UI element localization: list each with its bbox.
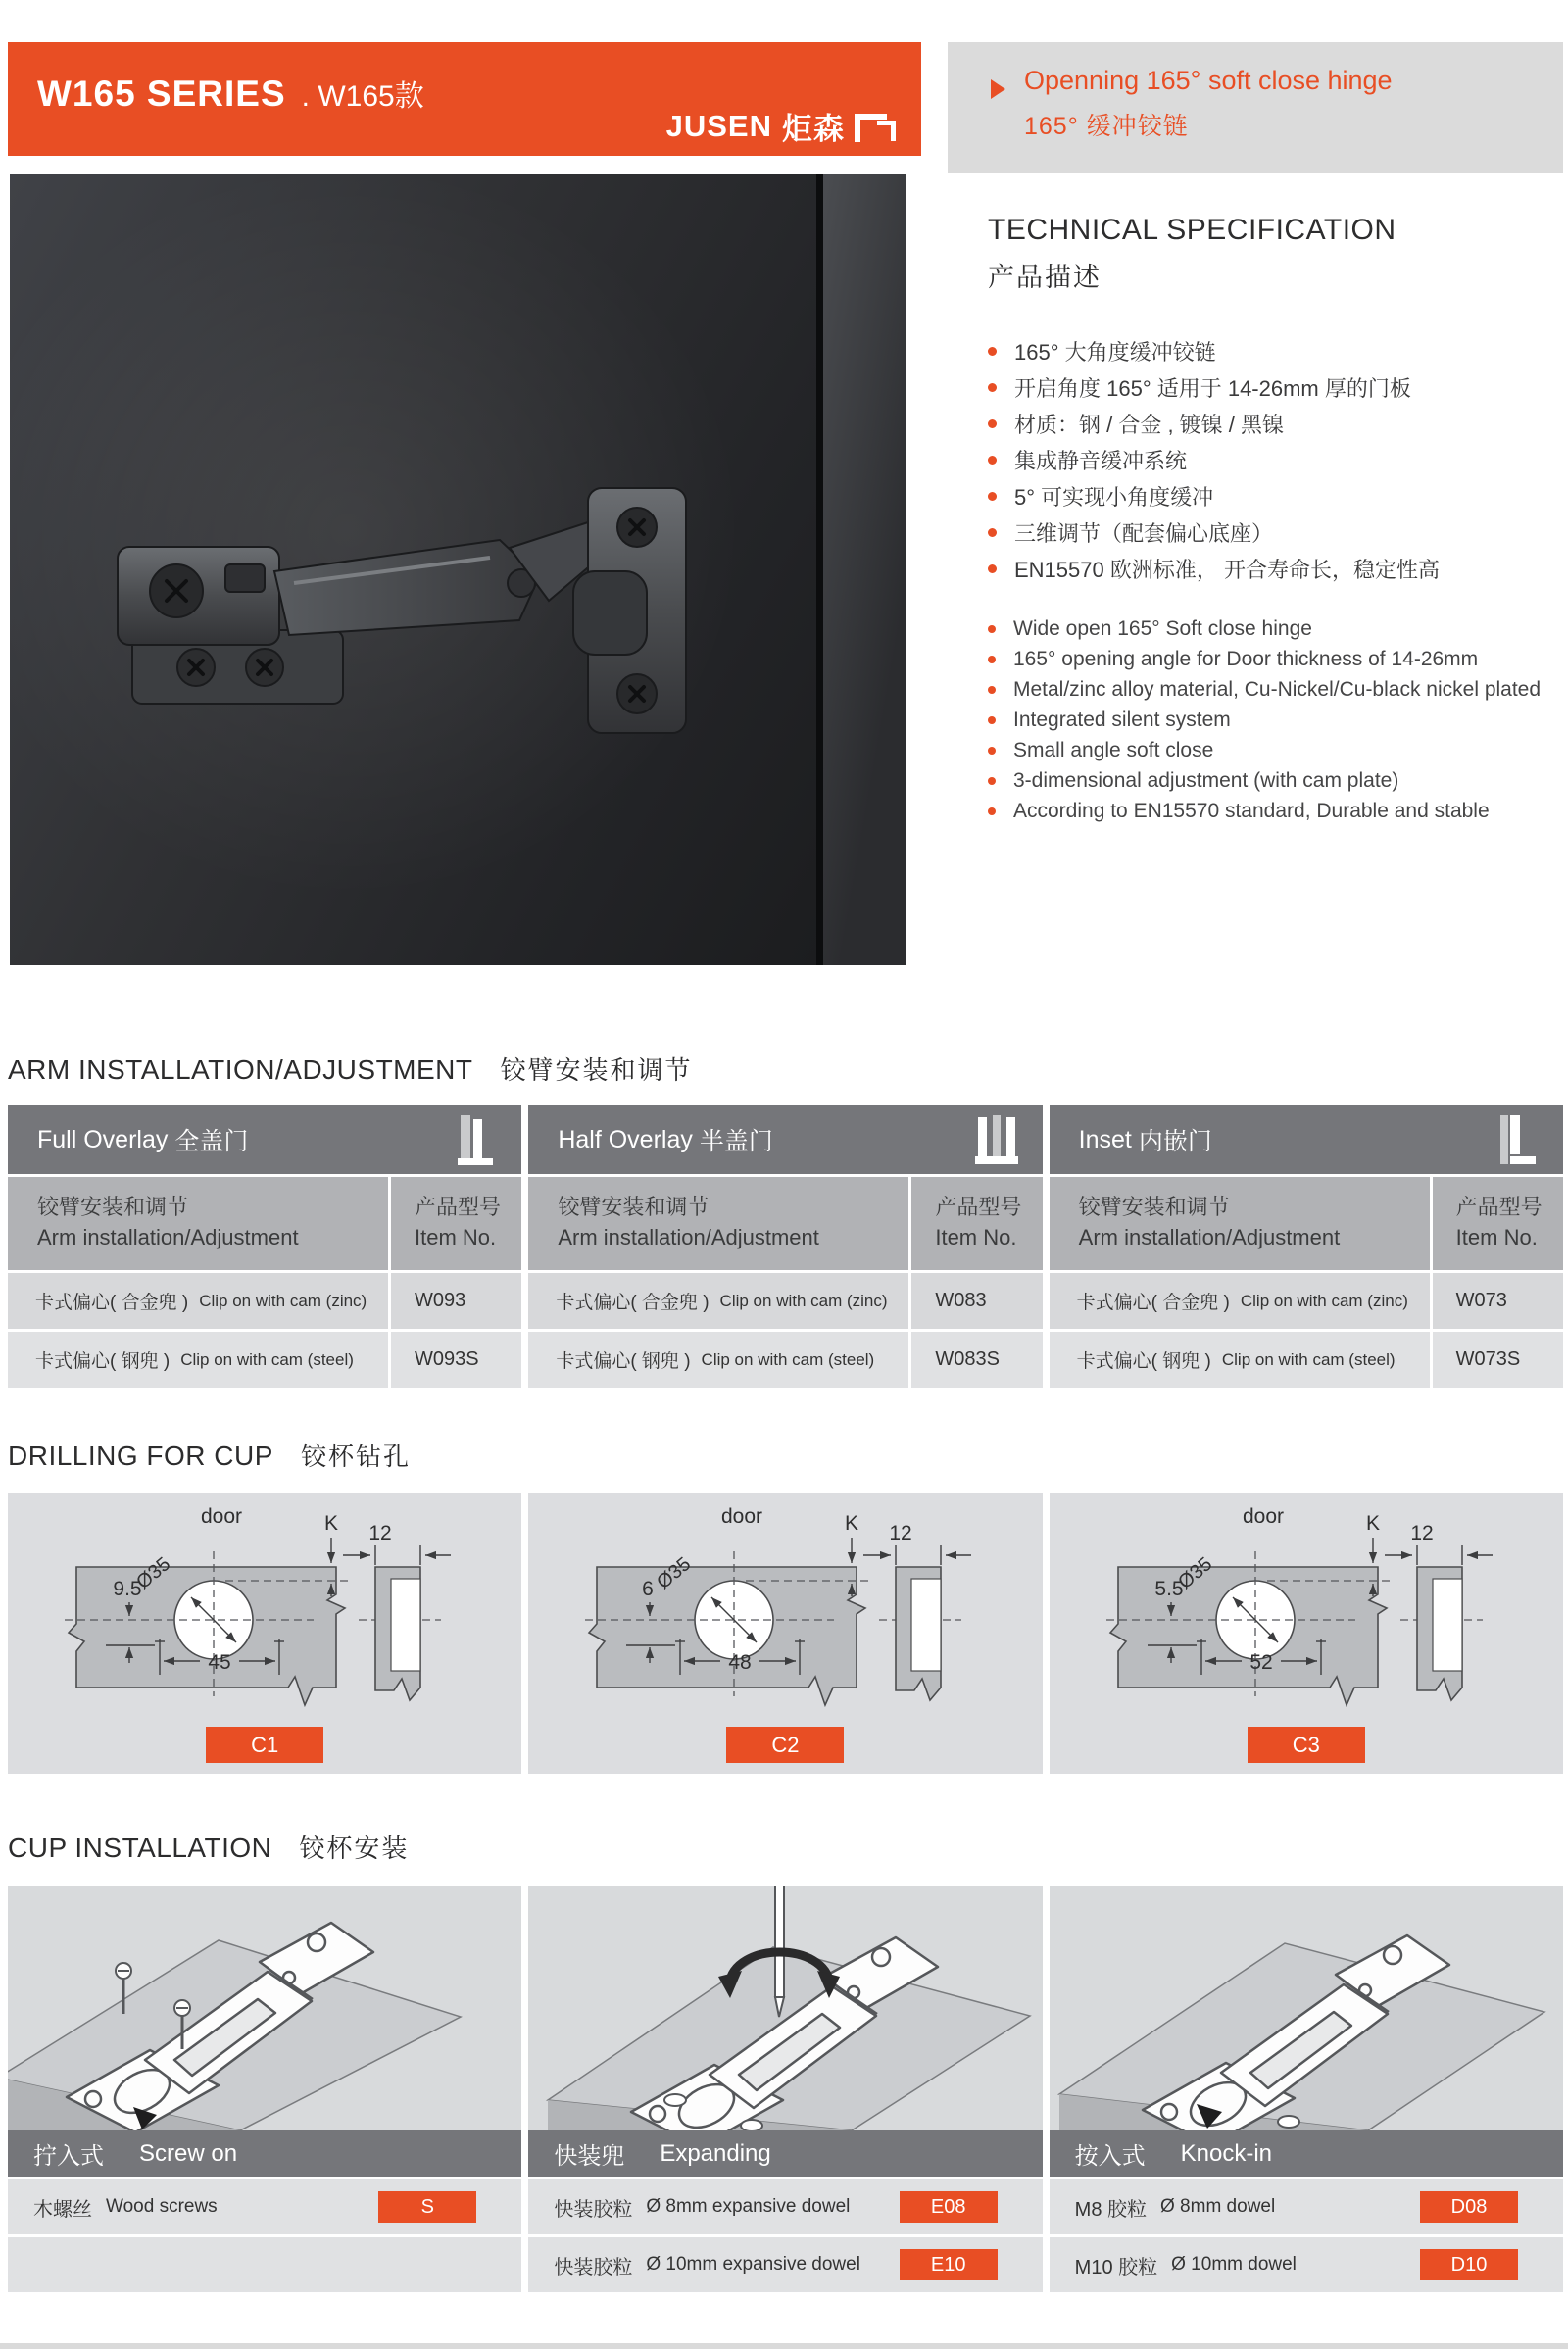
product-tagline-box [948, 42, 1563, 173]
span-dim-label: 48 [728, 1651, 753, 1674]
overlay-type-en: Full Overlay [37, 1125, 169, 1153]
cup-column-screw-on [8, 1886, 521, 2292]
k-dim-label: K [1365, 1512, 1380, 1535]
spec-bullet-text: Integrated silent system [1013, 708, 1231, 731]
product-photo [10, 174, 906, 965]
bullet-dot-icon [988, 528, 997, 537]
drilling-diagrams [8, 1493, 1563, 1774]
expanding-illustration-svg [528, 1886, 1033, 2130]
drilling-diagram-svg [528, 1493, 1033, 1737]
brand-logo [666, 104, 896, 148]
item-no: W083S [908, 1332, 1042, 1388]
arm-section-title-en: ARM INSTALLATION/ADJUSTMENT [8, 1054, 473, 1085]
spec-bullet-text: Wide open 165° Soft close hinge [1013, 616, 1312, 640]
table-row: 卡式偏心( 钢兜 ) Clip on with cam (steel) W073S [1050, 1332, 1563, 1388]
bullet-dot-icon [988, 747, 996, 755]
tagline-cn: 165° 缓冲铰链 [1024, 113, 1189, 140]
cup-column-knock-in [1050, 1886, 1563, 2292]
cup-row: 快装胶粒 Ø 10mm expansive dowel E10 [528, 2237, 1042, 2292]
inset-door-icon [1494, 1113, 1540, 1166]
bullet-dot-icon [988, 456, 997, 465]
arm-section-title [8, 1051, 693, 1087]
span-dim-label: 52 [1249, 1651, 1273, 1674]
offset-dim-label: 6 [642, 1578, 655, 1600]
cup-column-expanding [528, 1886, 1042, 2292]
photo-panel-gap [816, 174, 823, 965]
series-suffix: . W165款 [301, 80, 424, 113]
tagline-en: Openning 165° soft close hinge [1024, 66, 1393, 95]
dowel-hole [1278, 2116, 1299, 2128]
spec-bullet [988, 705, 1568, 735]
drilling-diagram-svg [8, 1493, 513, 1737]
table-row: 卡式偏心( 合金兜 ) Clip on with cam (zinc) W073 [1050, 1273, 1563, 1329]
item-no: W083 [908, 1273, 1042, 1329]
cup-method-header: 快装兜 Expanding [528, 2130, 1042, 2177]
spec-bullet [988, 406, 1568, 442]
item-code-badge: E10 [900, 2249, 998, 2280]
spec-bullet [988, 442, 1568, 478]
arm-installation-table [8, 1105, 1563, 1388]
cup-method-header: 按入式 Knock-in [1050, 2130, 1563, 2177]
k-dim-label: K [323, 1512, 339, 1535]
logo-bracket-icon [855, 112, 896, 141]
overlay-type-cn: 内嵌门 [1138, 1128, 1212, 1155]
spec-bullet [988, 765, 1568, 796]
empty-cell [8, 2237, 521, 2292]
door-label: door [1242, 1505, 1284, 1528]
spec-bullet [988, 674, 1568, 705]
item-code-badge: E08 [900, 2191, 998, 2223]
drilling-title-cn: 铰杯钻孔 [300, 1442, 411, 1471]
spec-bullet [988, 514, 1568, 551]
cup-diameter-label: Ø35 [653, 1552, 696, 1594]
page-footer-strip [0, 2343, 1568, 2349]
cup-title-cn: 铰杯安装 [299, 1834, 410, 1863]
bullet-dot-icon [988, 564, 997, 573]
depth-dim-label: 12 [368, 1522, 392, 1544]
bullet-dot-icon [988, 807, 996, 815]
spec-bullet-text: 三维调节（配套偏心底座） [1014, 521, 1274, 546]
panel-subheader: 铰臂安装和调节 Arm installation/Adjustment 产品型号 Item No. [1050, 1177, 1563, 1270]
spec-bullet-text: 集成静音缓冲系统 [1014, 449, 1188, 473]
panel-subheader: 铰臂安装和调节 Arm installation/Adjustment 产品型号 Item No. [528, 1177, 1042, 1270]
table-row: 卡式偏心( 合金兜 ) Clip on with cam (zinc) W083 [528, 1273, 1042, 1329]
spec-bullet [988, 796, 1568, 826]
bullet-dot-icon [988, 625, 996, 633]
spec-bullet [988, 333, 1568, 369]
bullet-dot-icon [988, 383, 997, 392]
spec-bullet [988, 551, 1568, 587]
bullet-dot-icon [988, 777, 996, 785]
item-no: W093 [388, 1273, 521, 1329]
hinge-photo-svg [78, 454, 715, 777]
item-code-badge: D08 [1420, 2191, 1518, 2223]
drilling-diagram-c3 [1050, 1493, 1563, 1774]
full-overlay-icon [453, 1113, 498, 1166]
spec-bullet-text: EN15570 欧洲标准， 开合寿命长，稳定性高 [1014, 558, 1440, 582]
cup-row: 快装胶粒 Ø 8mm expansive dowel E08 [528, 2179, 1042, 2234]
bullet-dot-icon [988, 347, 997, 356]
spec-bullet [988, 613, 1568, 644]
overlay-type-cn: 全盖门 [174, 1128, 249, 1155]
series-title [37, 72, 424, 115]
screw-on-illustration-svg [8, 1886, 513, 2130]
cup-installation-table [8, 1886, 1563, 2292]
subheader-left: 铰臂安装和调节 Arm installation/Adjustment [37, 1195, 299, 1249]
spec-bullet [988, 478, 1568, 514]
spec-bullet-text: 165° opening angle for Door thickness of 14-26mm [1013, 647, 1479, 670]
item-no: W073S [1430, 1332, 1563, 1388]
span-dim-label: 45 [208, 1651, 231, 1674]
spec-bullet [988, 369, 1568, 406]
cup-section-title [8, 1829, 409, 1865]
expanding-illustration [528, 1886, 1042, 2130]
spec-bullet [988, 644, 1568, 674]
drilling-section-title [8, 1437, 411, 1473]
logo-en: JUSEN [665, 108, 772, 143]
door-label: door [721, 1505, 763, 1528]
cup-method-header: 拧入式 Screw on [8, 2130, 521, 2177]
item-no: W073 [1430, 1273, 1563, 1329]
item-code-badge: S [378, 2191, 476, 2223]
tech-spec-title-cn: 产品描述 [988, 263, 1102, 292]
panel-header [528, 1105, 1042, 1174]
dowel-hole [741, 2120, 762, 2130]
overlay-panel-half [528, 1105, 1042, 1388]
diagram-badge: C2 [726, 1727, 844, 1763]
panel-header [8, 1105, 521, 1174]
depth-dim-label: 12 [1409, 1522, 1434, 1544]
drilling-diagram-c2 [528, 1493, 1042, 1774]
panel-subheader [8, 1177, 521, 1270]
spec-bullet-text: 5° 可实现小角度缓冲 [1014, 485, 1214, 510]
knock-in-illustration [1050, 1886, 1563, 2130]
spec-bullets-cn [988, 333, 1568, 587]
drilling-title-en: DRILLING FOR CUP [8, 1441, 273, 1471]
cup-row: 木螺丝 Wood screws S [8, 2179, 521, 2234]
offset-dim-label: 9.5 [113, 1578, 142, 1600]
knock-in-illustration-svg [1050, 1886, 1554, 2130]
play-arrow-icon [991, 79, 1005, 99]
overlay-type-en: Inset [1078, 1125, 1132, 1153]
technical-specification [988, 214, 1568, 822]
bullet-dot-icon [988, 716, 996, 724]
table-row: 卡式偏心( 钢兜 ) Clip on with cam (steel) W093S [8, 1332, 521, 1388]
cup-diameter-label: Ø35 [1173, 1552, 1216, 1594]
bullet-dot-icon [988, 419, 997, 428]
subheader-right: 产品型号 Item No. [388, 1177, 521, 1270]
cup-diameter-label: Ø35 [132, 1552, 175, 1594]
tech-spec-title-en: TECHNICAL SPECIFICATION [988, 214, 1396, 246]
drilling-diagram-c1 [8, 1493, 521, 1774]
bullet-dot-icon [988, 686, 996, 694]
drilling-diagram-svg [1050, 1493, 1554, 1737]
panel-header [1050, 1105, 1563, 1174]
item-no: W093S [388, 1332, 521, 1388]
depth-dim-label: 12 [889, 1522, 913, 1544]
logo-cn: 炬森 [782, 112, 845, 146]
cup-row: M10 胶粒 Ø 10mm dowel D10 [1050, 2237, 1563, 2292]
table-row: 卡式偏心( 合金兜 ) Clip on with cam (zinc) W093 [8, 1273, 521, 1329]
overlay-type-en: Half Overlay [558, 1125, 693, 1153]
door-label: door [200, 1505, 243, 1528]
spec-bullets-en [988, 613, 1568, 826]
offset-dim-label: 5.5 [1154, 1578, 1184, 1600]
photo-right-panel [823, 174, 906, 965]
cup-row: M8 胶粒 Ø 8mm dowel D08 [1050, 2179, 1563, 2234]
diagram-badge: C3 [1248, 1727, 1365, 1763]
screw-on-illustration [8, 1886, 521, 2130]
bullet-dot-icon [988, 656, 996, 663]
cup-title-en: CUP INSTALLATION [8, 1833, 272, 1863]
dowel-hole [664, 2094, 686, 2106]
item-code-badge: D10 [1420, 2249, 1518, 2280]
overlay-panel-full [8, 1105, 521, 1388]
spec-bullet-text: 165° 大角度缓冲铰链 [1014, 340, 1216, 365]
spec-bullet-text: Small angle soft close [1013, 738, 1214, 761]
series-banner [8, 42, 921, 156]
overlay-panel-inset [1050, 1105, 1563, 1388]
spec-bullet-text: 3-dimensional adjustment (with cam plate) [1013, 768, 1399, 792]
spec-bullet-text: Metal/zinc alloy material, Cu-Nickel/Cu-black nickel plated [1013, 677, 1542, 701]
spec-bullet [988, 735, 1568, 765]
spec-bullet-text: 材质：钢 / 合金 , 镀镍 / 黑镍 [1014, 413, 1285, 437]
half-overlay-icon [974, 1113, 1019, 1166]
series-name: W165 SERIES [37, 73, 286, 114]
diagram-badge: C1 [206, 1727, 323, 1763]
overlay-type-cn: 半盖门 [699, 1128, 773, 1155]
bullet-dot-icon [988, 492, 997, 501]
table-row: 卡式偏心( 钢兜 ) Clip on with cam (steel) W083S [528, 1332, 1042, 1388]
k-dim-label: K [845, 1512, 859, 1535]
spec-bullet-text: According to EN15570 standard, Durable and stable [1013, 799, 1490, 822]
arm-section-title-cn: 铰臂安装和调节 [500, 1055, 693, 1085]
spec-bullet-text: 开启角度 165° 适用于 14-26mm 厚的门板 [1014, 376, 1411, 401]
